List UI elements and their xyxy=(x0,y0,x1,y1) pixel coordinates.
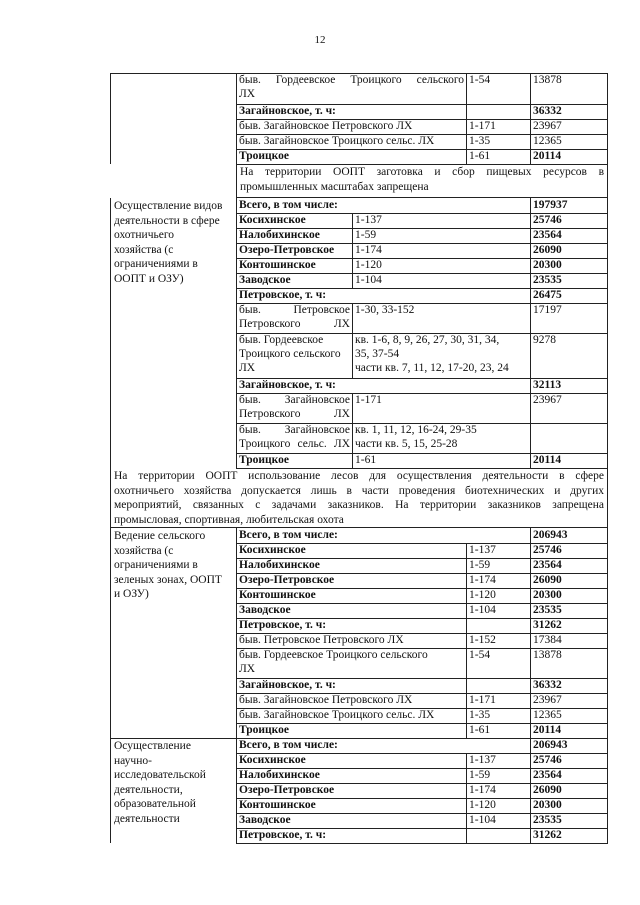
quarters: 1-35 xyxy=(466,708,530,723)
table-row xyxy=(236,134,608,150)
cell-line: Троицкого сельс. ЛХ xyxy=(239,438,350,450)
cell-line: быв. Гордеевское Троицкого сельского xyxy=(239,74,464,86)
table-row xyxy=(236,648,608,679)
forestry-name: Контошинское xyxy=(236,258,352,273)
activity-agriculture xyxy=(110,528,236,738)
page-number: 12 xyxy=(314,34,326,46)
area: 26090 xyxy=(530,573,608,588)
area: 23967 xyxy=(530,119,608,134)
area: 31262 xyxy=(530,618,608,633)
forestry-name: Налобихинское xyxy=(236,558,466,573)
quarters: 1-59 xyxy=(466,768,530,783)
quarters: 1-30, 33-152 xyxy=(352,303,530,333)
forestry-name: Петровское, т. ч: xyxy=(236,288,530,303)
forestry-name: Петровское, т. ч: xyxy=(236,828,466,843)
table-row xyxy=(236,288,608,304)
cell-line: быв. Загайновское xyxy=(239,424,350,436)
table-row xyxy=(236,228,608,244)
table-row xyxy=(236,798,608,814)
quarters: 1-104 xyxy=(352,273,530,288)
quarters: 1-171 xyxy=(466,119,530,134)
area: 36332 xyxy=(530,104,608,119)
quarters xyxy=(352,423,530,453)
table-row xyxy=(236,813,608,829)
forestry-name: Косихинское xyxy=(236,213,352,228)
area: 23967 xyxy=(530,693,608,708)
activity-line: исследовательской xyxy=(114,769,206,781)
forestry-name: Заводское xyxy=(236,603,466,618)
quarters: 1-174 xyxy=(466,573,530,588)
activity-line: образовательной xyxy=(114,798,196,810)
area: 26475 xyxy=(530,288,608,303)
forestry-name: быв. Загайновское Троицкого сельс. ЛХ xyxy=(236,708,466,723)
note-line: промысловая, спортивная, любительская охота xyxy=(114,513,344,526)
area: 20114 xyxy=(530,149,608,164)
quarters: 1-120 xyxy=(466,588,530,603)
activity-line: деятельности xyxy=(114,812,180,825)
forestry-name: Троицкое xyxy=(236,149,466,164)
table-row xyxy=(236,119,608,135)
table-row xyxy=(236,768,608,784)
quarters xyxy=(466,618,530,633)
quarters: 1-61 xyxy=(466,723,530,738)
cell-line: ЛХ xyxy=(239,663,256,675)
area: 20300 xyxy=(530,588,608,603)
table-row xyxy=(236,753,608,769)
quarters: 1-104 xyxy=(466,813,530,828)
quarters xyxy=(466,678,530,693)
quarters: 1-174 xyxy=(352,243,530,258)
quarters: 1-174 xyxy=(466,783,530,798)
forestry-name: Налобихинское xyxy=(236,768,466,783)
table-row xyxy=(236,558,608,574)
forestry-name xyxy=(236,73,466,104)
activity-line: Ведение сельского xyxy=(114,530,206,542)
quarters: 1-54 xyxy=(466,73,530,104)
table-row xyxy=(236,723,608,739)
area: 20114 xyxy=(530,453,608,468)
table-row xyxy=(236,104,608,120)
forestry-name: Загайновское, т. ч: xyxy=(236,678,466,693)
area: 23535 xyxy=(530,813,608,828)
activity-research xyxy=(110,738,236,843)
table-row xyxy=(236,149,608,165)
area: 25746 xyxy=(530,213,608,228)
activity-line: ограничениями в xyxy=(114,559,198,571)
area: 26090 xyxy=(530,783,608,798)
quarters: 1-59 xyxy=(352,228,530,243)
quarters: 1-120 xyxy=(466,798,530,813)
cell-line: быв. Петровское xyxy=(239,304,350,316)
table-row xyxy=(236,258,608,274)
hunting-restriction-note xyxy=(110,468,608,528)
area: 23535 xyxy=(530,273,608,288)
table-row xyxy=(236,198,608,214)
quarters: 1-137 xyxy=(466,753,530,768)
activity-line: зеленых зонах, ООПТ xyxy=(114,573,222,586)
area: 12365 xyxy=(530,708,608,723)
area: 13878 xyxy=(530,73,608,104)
area: 25746 xyxy=(530,753,608,768)
table-row xyxy=(236,303,608,334)
area: 23564 xyxy=(530,768,608,783)
area: 23967 xyxy=(530,393,608,423)
activity-line: охотничьего xyxy=(114,229,175,241)
table-row xyxy=(236,678,608,694)
forestry-name: Косихинское xyxy=(236,543,466,558)
quarters xyxy=(466,104,530,119)
cell-line: части кв. 5, 15, 25-28 xyxy=(355,438,458,450)
area: 36332 xyxy=(530,678,608,693)
quarters: 1-171 xyxy=(352,393,530,423)
forestry-name: Озеро-Петровское xyxy=(236,783,466,798)
cell-line: Троицкого сельского xyxy=(239,348,341,360)
forestry-name: Контошинское xyxy=(236,588,466,603)
total-area: 206943 xyxy=(530,738,608,753)
note-line: промышленных масштабах запрещена xyxy=(240,180,429,193)
cell-line: Петровского ЛХ xyxy=(239,318,350,330)
forestry-name: Налобихинское xyxy=(236,228,352,243)
restriction-note xyxy=(236,164,608,198)
quarters xyxy=(352,333,530,378)
forestry-name: быв. Загайновское Троицкого сельс. ЛХ xyxy=(236,134,466,149)
area: 20114 xyxy=(530,723,608,738)
quarters: 1-59 xyxy=(466,558,530,573)
table-row xyxy=(236,738,608,754)
area: 17384 xyxy=(530,633,608,648)
activity-line: научно- xyxy=(114,754,152,767)
table-row xyxy=(236,693,608,709)
forestry-name: быв. Загайновское Петровского ЛХ xyxy=(236,693,466,708)
forestry-name xyxy=(236,333,352,378)
cell-line: части кв. 7, 11, 12, 17-20, 23, 24 xyxy=(355,362,509,374)
table-row xyxy=(236,543,608,559)
area: 20300 xyxy=(530,258,608,273)
table-row xyxy=(236,573,608,589)
table-row xyxy=(236,618,608,634)
area: 32113 xyxy=(530,378,608,393)
table-row xyxy=(236,783,608,799)
note-line: На территории ООПТ использование лесов для осуществления деятельности в сфере xyxy=(114,470,604,482)
area xyxy=(530,423,608,453)
area: 13878 xyxy=(530,648,608,678)
activity-line: ООПТ и ОЗУ) xyxy=(114,272,184,285)
total-area: 206943 xyxy=(530,528,608,543)
activity-line: и ОЗУ) xyxy=(114,588,149,600)
forestry-name: Озеро-Петровское xyxy=(236,573,466,588)
cell-line: кв. 1, 11, 12, 16-24, 29-35 xyxy=(355,424,477,436)
activity-line: хозяйства (с xyxy=(114,243,174,256)
quarters: 1-120 xyxy=(352,258,530,273)
table-row xyxy=(236,603,608,619)
quarters: 1-54 xyxy=(466,648,530,678)
activity-line: Осуществление xyxy=(114,740,191,752)
forestry-name: Троицкое xyxy=(236,723,466,738)
table-row xyxy=(236,243,608,259)
cell-line: 35, 37-54 xyxy=(355,348,400,360)
area: 25746 xyxy=(530,543,608,558)
activity-line: Осуществление видов xyxy=(114,200,223,212)
table-row xyxy=(236,378,608,394)
table-row xyxy=(236,423,608,454)
table-row xyxy=(236,453,608,469)
quarters: 1-171 xyxy=(466,693,530,708)
area: 17197 xyxy=(530,303,608,333)
activity-hunting xyxy=(110,198,236,468)
forestry-name: Заводское xyxy=(236,813,466,828)
forestry-name xyxy=(236,303,352,333)
cell-line: быв. Загайновское xyxy=(239,394,350,406)
forestry-name: быв. Петровское Петровского ЛХ xyxy=(236,633,466,648)
table-row xyxy=(236,528,608,544)
cell-line: ЛХ xyxy=(239,362,256,374)
empty-activity-cell xyxy=(110,73,111,164)
note-line: охотничьего хозяйства допускается лишь в части проведения биотехнических и других xyxy=(114,484,604,497)
forestry-name: Косихинское xyxy=(236,753,466,768)
area: 23564 xyxy=(530,558,608,573)
forestry-name: Заводское xyxy=(236,273,352,288)
area: 31262 xyxy=(530,828,608,843)
area: 26090 xyxy=(530,243,608,258)
activity-line: хозяйства (с xyxy=(114,544,174,557)
forestry-name: Загайновское, т. ч: xyxy=(236,104,466,119)
forestry-name: Контошинское xyxy=(236,798,466,813)
table-row xyxy=(236,393,608,424)
forestry-name: Озеро-Петровское xyxy=(236,243,352,258)
forestry-name: быв. Загайновское Петровского ЛХ xyxy=(236,119,466,134)
total-label: Всего, в том числе: xyxy=(236,528,530,543)
area: 23535 xyxy=(530,603,608,618)
activity-line: деятельности в сфере xyxy=(114,214,220,227)
activity-line: деятельности, xyxy=(114,783,183,796)
quarters: 1-61 xyxy=(466,149,530,164)
area: 23564 xyxy=(530,228,608,243)
activity-line: ограничениями в xyxy=(114,258,198,270)
area: 12365 xyxy=(530,134,608,149)
table-row xyxy=(236,333,608,379)
cell-line: ЛХ xyxy=(239,88,256,100)
quarters: 1-137 xyxy=(466,543,530,558)
table-row xyxy=(236,213,608,229)
table-row xyxy=(236,73,608,105)
forestry-name: Петровское, т. ч: xyxy=(236,618,466,633)
quarters: 1-61 xyxy=(352,453,530,468)
total-area: 197937 xyxy=(530,198,608,213)
cell-line: быв. Гордеевское xyxy=(239,334,324,346)
table-row xyxy=(236,633,608,649)
total-label: Всего, в том числе: xyxy=(236,198,530,213)
note-line: На территории ООПТ заготовка и сбор пищевых ресурсов в xyxy=(240,166,604,178)
note-line: мероприятий, связанных с задачами заказников. На территории заказников запрещена xyxy=(114,499,604,511)
forestry-name xyxy=(236,648,466,678)
quarters xyxy=(466,828,530,843)
forestry-name: Загайновское, т. ч: xyxy=(236,378,530,393)
cell-line: Петровского ЛХ xyxy=(239,408,350,420)
area: 20300 xyxy=(530,798,608,813)
forestry-name: Троицкое xyxy=(236,453,352,468)
table-row xyxy=(236,828,608,844)
cell-line: быв. Гордеевское Троицкого сельского xyxy=(239,649,428,661)
quarters: 1-35 xyxy=(466,134,530,149)
forestry-name xyxy=(236,393,352,423)
total-label: Всего, в том числе: xyxy=(236,738,530,753)
quarters: 1-104 xyxy=(466,603,530,618)
cell-line: кв. 1-6, 8, 9, 26, 27, 30, 31, 34, xyxy=(355,334,500,346)
quarters: 1-152 xyxy=(466,633,530,648)
table-row xyxy=(236,273,608,289)
table-row xyxy=(236,708,608,724)
forestry-name xyxy=(236,423,352,453)
area: 9278 xyxy=(530,333,608,378)
table-row xyxy=(236,588,608,604)
quarters: 1-137 xyxy=(352,213,530,228)
